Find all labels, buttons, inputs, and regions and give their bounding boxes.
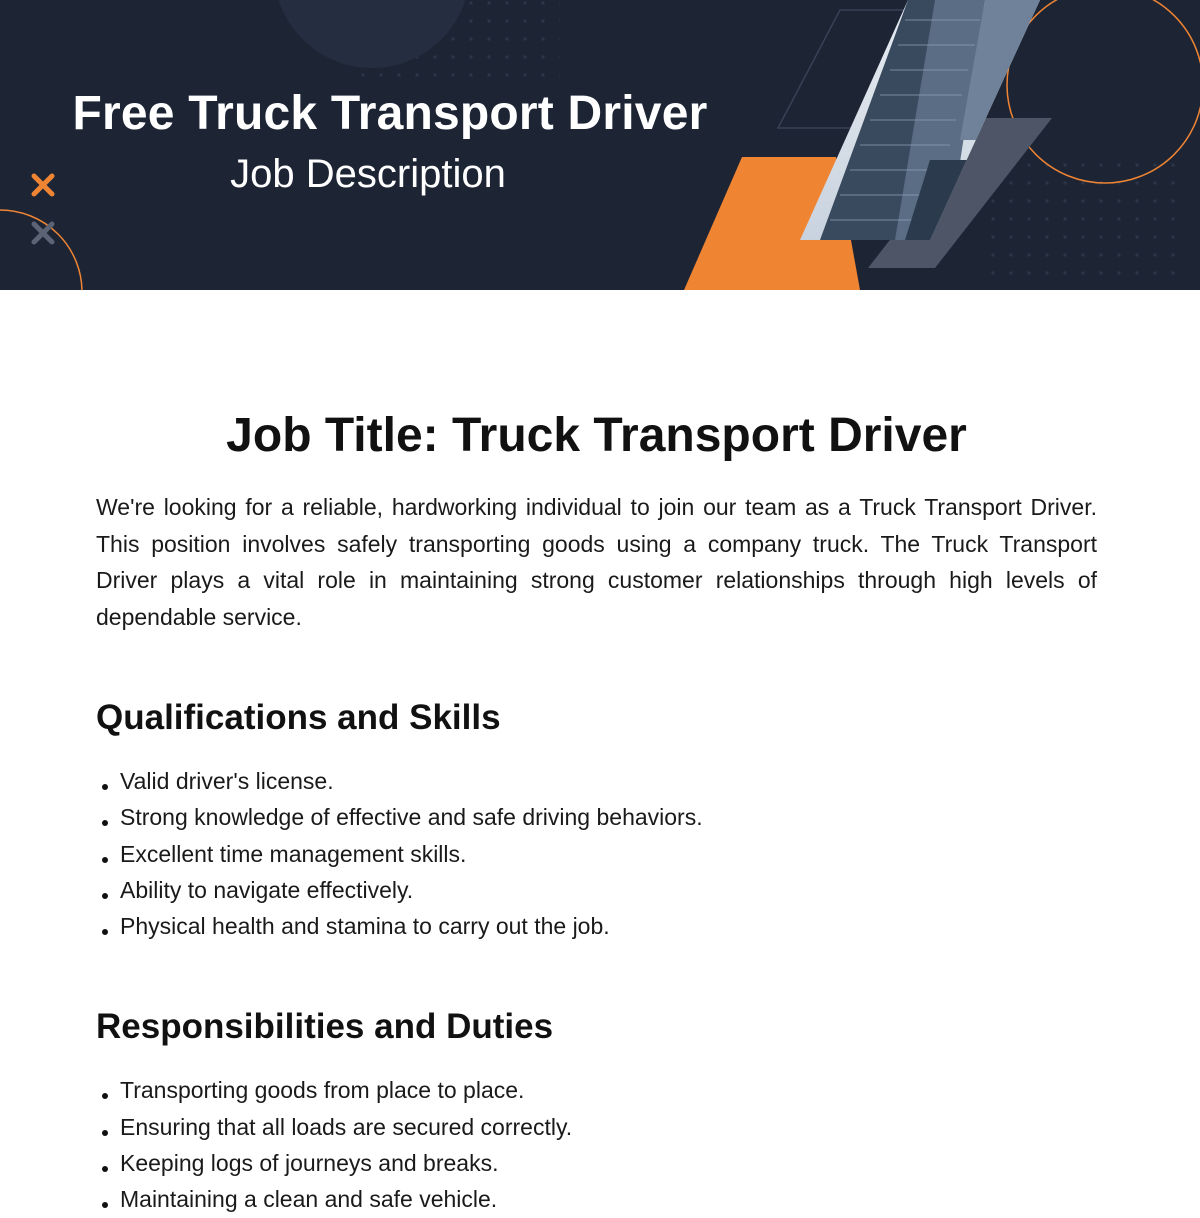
list-item — [96, 763, 1097, 799]
bullet-icon — [102, 1093, 108, 1099]
list-item — [96, 872, 1097, 908]
job-title-heading: Job Title: Truck Transport Driver — [226, 409, 967, 462]
list-item-text: Physical health and stamina to carry out the job. — [120, 913, 610, 940]
bullet-icon — [102, 784, 108, 790]
intro-paragraph: We're looking for a reliable, hardworking individual to join our team as a Truck Transport Driver. This position involves safely transporting goods using a company truck. The Truck Transport Driver plays a vital role in maintaining strong customer relationships through high levels of dependable service. — [96, 494, 1097, 630]
header-subtitle: Job Description — [230, 152, 506, 196]
grey-x-icon — [34, 224, 52, 242]
list-item-text: Keeping logs of journeys and breaks. — [120, 1150, 499, 1177]
bullet-icon — [102, 929, 108, 935]
bullet-icon — [102, 1130, 108, 1136]
qualifications-list — [96, 763, 1097, 944]
list-item-text: Ability to navigate effectively. — [120, 876, 414, 903]
orange-arc-left — [0, 210, 82, 290]
list-item-text: Valid driver's license. — [120, 768, 334, 794]
bullet-icon — [102, 893, 108, 899]
bullet-icon — [102, 857, 108, 863]
qualifications-heading: Qualifications and Skills — [96, 698, 501, 737]
list-item — [96, 1072, 1097, 1108]
list-item — [96, 1145, 1097, 1181]
header-title: Free Truck Transport Driver — [72, 87, 708, 140]
list-item — [96, 908, 1097, 944]
list-item — [96, 836, 1097, 872]
list-item — [96, 1181, 1097, 1217]
list-item — [96, 799, 1097, 835]
responsibilities-heading: Responsibilities and Duties — [96, 1007, 554, 1047]
bullet-icon — [102, 1202, 108, 1208]
list-item-text: Transporting goods from place to place. — [120, 1077, 525, 1104]
header-decoration — [0, 0, 1200, 290]
bullet-icon — [102, 820, 108, 826]
responsibilities-list — [96, 1072, 1097, 1217]
header-banner — [0, 0, 1200, 290]
list-item-text: Strong knowledge of effective and safe driving behaviors. — [120, 804, 703, 831]
list-item-text: Maintaining a clean and safe vehicle. — [120, 1186, 498, 1213]
list-item-text: Excellent time management skills. — [120, 840, 467, 867]
list-item — [96, 1109, 1097, 1145]
bullet-icon — [102, 1166, 108, 1172]
document-body — [96, 405, 1097, 1218]
list-item-text: Ensuring that all loads are secured correctly. — [120, 1113, 573, 1140]
